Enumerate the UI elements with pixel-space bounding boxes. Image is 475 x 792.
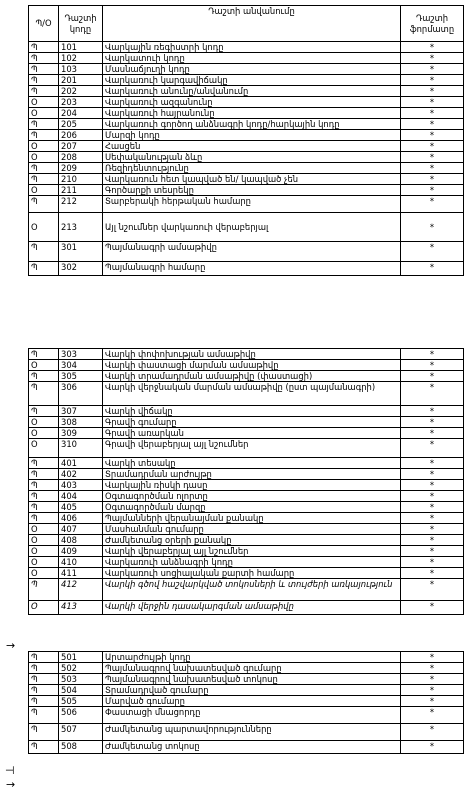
row-format: *	[401, 174, 464, 185]
row-name: Գրավի վերաբերյալ այլ նշումներ	[103, 439, 401, 458]
row-po: Օ	[29, 428, 59, 439]
row-code: 506	[59, 707, 103, 724]
row-po: Օ	[29, 108, 59, 119]
row-name: Գրավի գումարը	[103, 417, 401, 428]
row-code: 103	[59, 64, 103, 75]
row-code: 408	[59, 535, 103, 546]
row-name: Գործարքի տեսրեկը	[103, 185, 401, 196]
row-code: 405	[59, 502, 103, 513]
bar-mark-icon: ⊣	[5, 764, 15, 777]
table-row	[29, 685, 464, 696]
row-po: Պ	[29, 174, 59, 185]
table-row	[29, 480, 464, 491]
row-code: 407	[59, 524, 103, 535]
table-row	[29, 371, 464, 382]
table-row	[29, 42, 464, 53]
row-format: *	[401, 601, 464, 615]
row-code: 206	[59, 130, 103, 141]
row-po: Պ	[29, 652, 59, 663]
table-row	[29, 469, 464, 480]
row-format: *	[401, 707, 464, 724]
table-row	[29, 349, 464, 360]
table-row	[29, 119, 464, 130]
table-row	[29, 86, 464, 97]
row-format: *	[401, 108, 464, 119]
row-code: 210	[59, 174, 103, 185]
row-format: *	[401, 663, 464, 674]
row-format: *	[401, 86, 464, 97]
row-format: *	[401, 696, 464, 707]
row-name: Մարված գումարը	[103, 696, 401, 707]
row-format: *	[401, 417, 464, 428]
row-format: *	[401, 724, 464, 741]
row-code: 304	[59, 360, 103, 371]
row-name: Փաստացի մնացորդը	[103, 707, 401, 724]
row-format: *	[401, 75, 464, 86]
row-code: 204	[59, 108, 103, 119]
row-po: Օ	[29, 213, 59, 242]
row-code: 410	[59, 557, 103, 568]
table-row	[29, 406, 464, 417]
row-name: Վարկի փոփոխության ամսաթիվը	[103, 349, 401, 360]
row-format: *	[401, 130, 464, 141]
row-po: Օ	[29, 97, 59, 108]
row-format: *	[401, 502, 464, 513]
row-format: *	[401, 382, 464, 406]
row-code: 401	[59, 458, 103, 469]
row-name: Վարկառուի սոցիալական քարտի համարը	[103, 568, 401, 579]
row-code: 303	[59, 349, 103, 360]
row-po: Օ	[29, 568, 59, 579]
row-name: Տարբերակի հերթական համարը	[103, 196, 401, 213]
row-po: Պ	[29, 119, 59, 130]
row-format: *	[401, 524, 464, 535]
row-code: 504	[59, 685, 103, 696]
row-code: 508	[59, 741, 103, 754]
row-code: 202	[59, 86, 103, 97]
table-row	[29, 524, 464, 535]
table-row	[29, 360, 464, 371]
row-po: Պ	[29, 513, 59, 524]
row-name: Վարկառուն հետ կապված են/ կապված չեն	[103, 174, 401, 185]
row-format: *	[401, 196, 464, 213]
row-po: Պ	[29, 480, 59, 491]
row-po: Օ	[29, 417, 59, 428]
row-code: 412	[59, 579, 103, 601]
row-name: Ժամկետանց պարտավորությունները	[103, 724, 401, 741]
table-row	[29, 535, 464, 546]
row-name: Գրավի առարկան	[103, 428, 401, 439]
row-name: Մարզի կոդը	[103, 130, 401, 141]
table-row	[29, 652, 464, 663]
row-code: 209	[59, 163, 103, 174]
row-po: Օ	[29, 535, 59, 546]
table-row	[29, 152, 464, 163]
table-row	[29, 53, 464, 64]
row-po: Օ	[29, 557, 59, 568]
row-code: 203	[59, 97, 103, 108]
table-row	[29, 97, 464, 108]
table-row	[29, 502, 464, 513]
table-row	[29, 439, 464, 458]
row-format: *	[401, 262, 464, 276]
row-name: Վարկի փաստացի մարման ամսաթիվը	[103, 360, 401, 371]
fields-table-1	[28, 5, 464, 276]
row-name: Ժամկետանց տոկոսը	[103, 741, 401, 754]
row-code: 308	[59, 417, 103, 428]
row-po: Պ	[29, 242, 59, 262]
row-name: Վարկի վերաբերյալ այլ նշումներ	[103, 546, 401, 557]
row-name: Վարկառուի գործող անձնագրի կոդը/հարկային կոդը	[103, 119, 401, 130]
table-row	[29, 557, 464, 568]
table-header-row	[29, 6, 464, 42]
row-name: Վարկի գծով հաշվարկված տոկոսների և տույժերի առկայություն	[103, 579, 401, 601]
row-format: *	[401, 480, 464, 491]
fields-table-2	[28, 348, 464, 615]
row-name: Պայմանագրով նախատեսված գումարը	[103, 663, 401, 674]
table-row	[29, 196, 464, 213]
row-po: Պ	[29, 696, 59, 707]
row-po: Պ	[29, 685, 59, 696]
row-name: Վարկի վերջին դասակարգման ամսաթիվը	[103, 601, 401, 615]
row-format: *	[401, 458, 464, 469]
row-format: *	[401, 741, 464, 754]
table-row	[29, 546, 464, 557]
row-format: *	[401, 557, 464, 568]
row-code: 212	[59, 196, 103, 213]
table-row	[29, 674, 464, 685]
row-name: Տրամադրման արժույթը	[103, 469, 401, 480]
row-po: Պ	[29, 406, 59, 417]
row-format: *	[401, 42, 464, 53]
table-row	[29, 130, 464, 141]
table-row	[29, 696, 464, 707]
row-name: Վարկառուի անձնագրի կոդը	[103, 557, 401, 568]
row-format: *	[401, 428, 464, 439]
row-po: Պ	[29, 707, 59, 724]
row-format: *	[401, 213, 464, 242]
row-po: Պ	[29, 741, 59, 754]
row-format: *	[401, 685, 464, 696]
row-name: Ժամկետանց օրերի քանակը	[103, 535, 401, 546]
row-code: 413	[59, 601, 103, 615]
row-po: Պ	[29, 163, 59, 174]
table-row	[29, 242, 464, 262]
row-format: *	[401, 185, 464, 196]
row-po: Օ	[29, 439, 59, 458]
row-name: Տրամադրված գումարը	[103, 685, 401, 696]
table-row	[29, 185, 464, 196]
row-po: Օ	[29, 546, 59, 557]
row-format: *	[401, 349, 464, 360]
row-po: Պ	[29, 64, 59, 75]
header-name: Դաշտի անվանումը	[103, 6, 401, 42]
row-format: *	[401, 360, 464, 371]
row-code: 102	[59, 53, 103, 64]
row-format: *	[401, 579, 464, 601]
row-format: *	[401, 152, 464, 163]
table-row	[29, 579, 464, 601]
row-name: Վարկատուի կոդը	[103, 53, 401, 64]
row-po: Պ	[29, 53, 59, 64]
row-format: *	[401, 652, 464, 663]
table-row	[29, 741, 464, 754]
row-name: Վարկի տրամադրման ամսաթիվը (փաստացի)	[103, 371, 401, 382]
row-po: Պ	[29, 579, 59, 601]
row-po: Պ	[29, 262, 59, 276]
row-name: Արտարժույթի կոդը	[103, 652, 401, 663]
row-code: 201	[59, 75, 103, 86]
table-row	[29, 64, 464, 75]
table-row	[29, 707, 464, 724]
row-name: Վարկառուի ազգանունը	[103, 97, 401, 108]
row-format: *	[401, 469, 464, 480]
row-po: Պ	[29, 382, 59, 406]
row-name: Վարկի տեսակը	[103, 458, 401, 469]
row-po: Պ	[29, 75, 59, 86]
row-name: Վարկային ռիսկի դասը	[103, 480, 401, 491]
header-po: Պ/Օ	[29, 6, 59, 42]
row-po: Օ	[29, 185, 59, 196]
fields-table-3	[28, 651, 464, 754]
row-name: Պայմանների վերանայման քանակը	[103, 513, 401, 524]
table-row	[29, 213, 464, 242]
row-format: *	[401, 163, 464, 174]
row-format: *	[401, 439, 464, 458]
row-name: Սեփականության ձևը	[103, 152, 401, 163]
table-row	[29, 417, 464, 428]
row-po: Պ	[29, 42, 59, 53]
row-format: *	[401, 674, 464, 685]
row-name: Պայմանագրի ամսաթիվը	[103, 242, 401, 262]
table-row	[29, 174, 464, 185]
row-po: Պ	[29, 349, 59, 360]
row-name: Վարկառուի կարգավիճակը	[103, 75, 401, 86]
row-name: Վարկառուի հայրանունը	[103, 108, 401, 119]
table-row	[29, 262, 464, 276]
row-name: Այլ նշումներ վարկառուի վերաբերյալ	[103, 213, 401, 242]
row-format: *	[401, 53, 464, 64]
row-format: *	[401, 64, 464, 75]
row-code: 411	[59, 568, 103, 579]
table-row	[29, 75, 464, 86]
row-code: 305	[59, 371, 103, 382]
row-code: 402	[59, 469, 103, 480]
table-row	[29, 108, 464, 119]
table-row	[29, 513, 464, 524]
row-po: Պ	[29, 86, 59, 97]
row-code: 307	[59, 406, 103, 417]
row-po: Պ	[29, 724, 59, 741]
row-code: 505	[59, 696, 103, 707]
row-po: Օ	[29, 141, 59, 152]
table-row	[29, 724, 464, 741]
row-format: *	[401, 513, 464, 524]
row-po: Պ	[29, 663, 59, 674]
row-po: Պ	[29, 502, 59, 513]
row-po: Պ	[29, 674, 59, 685]
table-row	[29, 163, 464, 174]
row-name: Վարկի վերջնական մարման ամսաթիվը (ըստ պայմանագրի)	[103, 382, 401, 406]
row-po: Պ	[29, 491, 59, 502]
table-row	[29, 458, 464, 469]
row-format: *	[401, 371, 464, 382]
row-code: 205	[59, 119, 103, 130]
row-code: 403	[59, 480, 103, 491]
row-name: Օգտագործման ոլորտը	[103, 491, 401, 502]
row-name: Վարկային ռեգիստրի կոդը	[103, 42, 401, 53]
table-row	[29, 382, 464, 406]
row-name: Պայմանագրով նախատեսված տոկոսը	[103, 674, 401, 685]
table-row	[29, 491, 464, 502]
row-code: 211	[59, 185, 103, 196]
row-name: Հասցեն	[103, 141, 401, 152]
row-po: Պ	[29, 469, 59, 480]
row-code: 306	[59, 382, 103, 406]
row-name: Մասնաճյուղի կոդը	[103, 64, 401, 75]
row-format: *	[401, 141, 464, 152]
row-code: 208	[59, 152, 103, 163]
row-code: 309	[59, 428, 103, 439]
row-code: 101	[59, 42, 103, 53]
row-format: *	[401, 406, 464, 417]
row-format: *	[401, 546, 464, 557]
row-format: *	[401, 97, 464, 108]
row-code: 301	[59, 242, 103, 262]
row-po: Պ	[29, 371, 59, 382]
row-format: *	[401, 568, 464, 579]
row-code: 406	[59, 513, 103, 524]
row-format: *	[401, 119, 464, 130]
right-arrow-icon: →	[6, 639, 16, 652]
table-row	[29, 663, 464, 674]
row-po: Օ	[29, 360, 59, 371]
row-code: 503	[59, 674, 103, 685]
header-code: Դաշտի կոդը	[59, 6, 103, 42]
row-code: 409	[59, 546, 103, 557]
row-name: Վարկառուի անունը/անվանումը	[103, 86, 401, 97]
row-name: Մասհանման գումարը	[103, 524, 401, 535]
row-po: Պ	[29, 458, 59, 469]
row-code: 404	[59, 491, 103, 502]
table-row	[29, 428, 464, 439]
row-format: *	[401, 242, 464, 262]
row-code: 213	[59, 213, 103, 242]
row-format: *	[401, 535, 464, 546]
row-code: 507	[59, 724, 103, 741]
row-code: 502	[59, 663, 103, 674]
row-po: Օ	[29, 152, 59, 163]
table-row	[29, 568, 464, 579]
row-code: 310	[59, 439, 103, 458]
row-name: Պայմանագրի համարը	[103, 262, 401, 276]
row-name: Օգտագործման մարզը	[103, 502, 401, 513]
row-name: Ռեզիդենտությունը	[103, 163, 401, 174]
row-code: 207	[59, 141, 103, 152]
row-po: Օ	[29, 601, 59, 615]
row-code: 302	[59, 262, 103, 276]
row-po: Պ	[29, 130, 59, 141]
table-row	[29, 601, 464, 615]
table-row	[29, 141, 464, 152]
right-arrow-icon-2: →	[6, 778, 16, 791]
row-po: Պ	[29, 196, 59, 213]
row-format: *	[401, 491, 464, 502]
header-format: Դաշտի ֆորմատը	[401, 6, 464, 42]
row-code: 501	[59, 652, 103, 663]
row-name: Վարկի վիճակը	[103, 406, 401, 417]
row-po: Օ	[29, 524, 59, 535]
